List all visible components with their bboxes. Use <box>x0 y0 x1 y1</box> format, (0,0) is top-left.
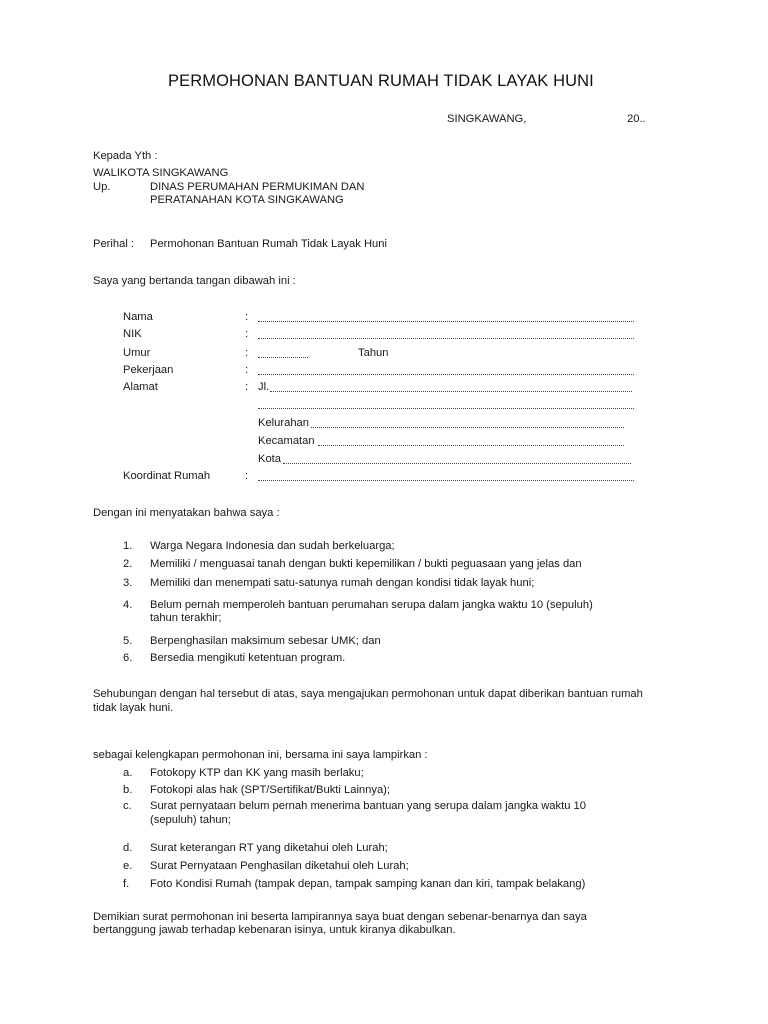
field-colon: : <box>245 328 249 340</box>
field-fill-alamat-line2[interactable] <box>258 407 634 409</box>
attachment-letter: e. <box>123 860 133 872</box>
field-colon: : <box>245 381 249 393</box>
recipient-up-line1: DINAS PERUMAHAN PERMUKIMAN DAN <box>150 181 365 193</box>
attachments-intro: sebagai kelengkapan permohonan ini, bersama ini saya lampirkan : <box>93 749 428 761</box>
place-city: SINGKAWANG, <box>447 113 527 125</box>
request-paragraph-line1: Sehubungan dengan hal tersebut di atas, saya mengajukan permohonan untuk dapat diberikan bantuan rumah <box>93 688 643 700</box>
field-fill-koordinat[interactable] <box>258 479 634 481</box>
recipient-kepada: Kepada Yth : <box>93 150 158 162</box>
statement-text: Warga Negara Indonesia dan sudah berkeluarga; <box>150 540 395 552</box>
field-label-nik: NIK <box>123 328 142 340</box>
attachment-letter: b. <box>123 784 133 796</box>
field-label-alamat: Alamat <box>123 381 158 393</box>
field-fill-kecamatan[interactable] <box>318 444 624 446</box>
attachment-letter: c. <box>123 800 132 812</box>
attachment-text-continued: (sepuluh) tahun; <box>150 814 231 826</box>
attachment-letter: d. <box>123 842 133 854</box>
statement-number: 4. <box>123 599 133 611</box>
statement-number: 1. <box>123 540 133 552</box>
field-colon: : <box>245 311 249 323</box>
perihal-label: Perihal : <box>93 238 135 250</box>
closing-paragraph-line1: Demikian surat permohonan ini beserta lampirannya saya buat dengan sebenar-benarnya dan saya <box>93 911 587 923</box>
recipient-walikota: WALIKOTA SINGKAWANG <box>93 167 229 179</box>
field-label-kecamatan: Kecamatan <box>258 435 315 447</box>
field-alamat-prefix: Jl. <box>258 381 270 393</box>
field-fill-umur[interactable] <box>258 356 308 358</box>
attachment-text: Surat Pernyataan Penghasilan diketahui oleh Lurah; <box>150 860 409 872</box>
statement-intro: Dengan ini menyatakan bahwa saya : <box>93 507 280 519</box>
field-fill-nik[interactable] <box>258 337 634 339</box>
field-label-nama: Nama <box>123 311 153 323</box>
recipient-up-line2: PERATANAHAN KOTA SINGKAWANG <box>150 194 344 206</box>
statement-text-continued: tahun terakhir; <box>150 612 222 624</box>
field-label-umur: Umur <box>123 347 151 359</box>
attachment-text: Surat keterangan RT yang diketahui oleh Lurah; <box>150 842 388 854</box>
attachment-letter: a. <box>123 767 133 779</box>
request-paragraph-line2: tidak layak huni. <box>93 702 174 714</box>
statement-number: 2. <box>123 558 133 570</box>
attachment-text: Surat pernyataan belum pernah menerima bantuan yang serupa dalam jangka waktu 10 <box>150 800 586 812</box>
field-label-koordinat: Koordinat Rumah <box>123 470 211 482</box>
field-label-kelurahan: Kelurahan <box>258 417 310 429</box>
statement-text: Bersedia mengikuti ketentuan program. <box>150 652 346 664</box>
document-title: PERMOHONAN BANTUAN RUMAH TIDAK LAYAK HUNI <box>168 72 594 90</box>
date-year: 20.. <box>627 113 646 125</box>
field-colon: : <box>245 470 249 482</box>
statement-number: 3. <box>123 577 133 589</box>
perihal-value: Permohonan Bantuan Rumah Tidak Layak Huni <box>150 238 387 250</box>
statement-text: Memiliki dan menempati satu-satunya rumah dengan kondisi tidak layak huni; <box>150 577 535 589</box>
field-fill-alamat[interactable] <box>270 390 632 392</box>
field-fill-pekerjaan[interactable] <box>258 373 634 375</box>
field-fill-kota[interactable] <box>283 462 631 464</box>
statement-text: Berpenghasilan maksimum sebesar UMK; dan <box>150 635 381 647</box>
field-label-kota: Kota <box>258 453 282 465</box>
statement-number: 5. <box>123 635 133 647</box>
field-fill-nama[interactable] <box>258 320 634 322</box>
attachment-letter: f. <box>123 878 130 890</box>
field-umur-unit: Tahun <box>358 347 389 359</box>
attachment-text: Foto Kondisi Rumah (tampak depan, tampak samping kanan dan kiri, tampak belakang) <box>150 878 586 890</box>
field-label-pekerjaan: Pekerjaan <box>123 364 174 376</box>
intro-text: Saya yang bertanda tangan dibawah ini : <box>93 275 296 287</box>
statement-number: 6. <box>123 652 133 664</box>
recipient-up-label: Up. <box>93 181 111 193</box>
closing-paragraph-line2: bertanggung jawab terhadap kebenaran isinya, untuk kiranya dikabulkan. <box>93 924 456 936</box>
attachment-text: Fotokopi alas hak (SPT/Sertifikat/Bukti Lainnya); <box>150 784 391 796</box>
statement-text: Memiliki / menguasai tanah dengan bukti kepemilikan / bukti peguasaan yang jelas dan <box>150 558 582 570</box>
field-colon: : <box>245 364 249 376</box>
statement-text: Belum pernah memperoleh bantuan perumahan serupa dalam jangka waktu 10 (sepuluh) <box>150 599 593 611</box>
attachment-text: Fotokopy KTP dan KK yang masih berlaku; <box>150 767 364 779</box>
field-colon: : <box>245 347 249 359</box>
field-fill-kelurahan[interactable] <box>311 426 624 428</box>
